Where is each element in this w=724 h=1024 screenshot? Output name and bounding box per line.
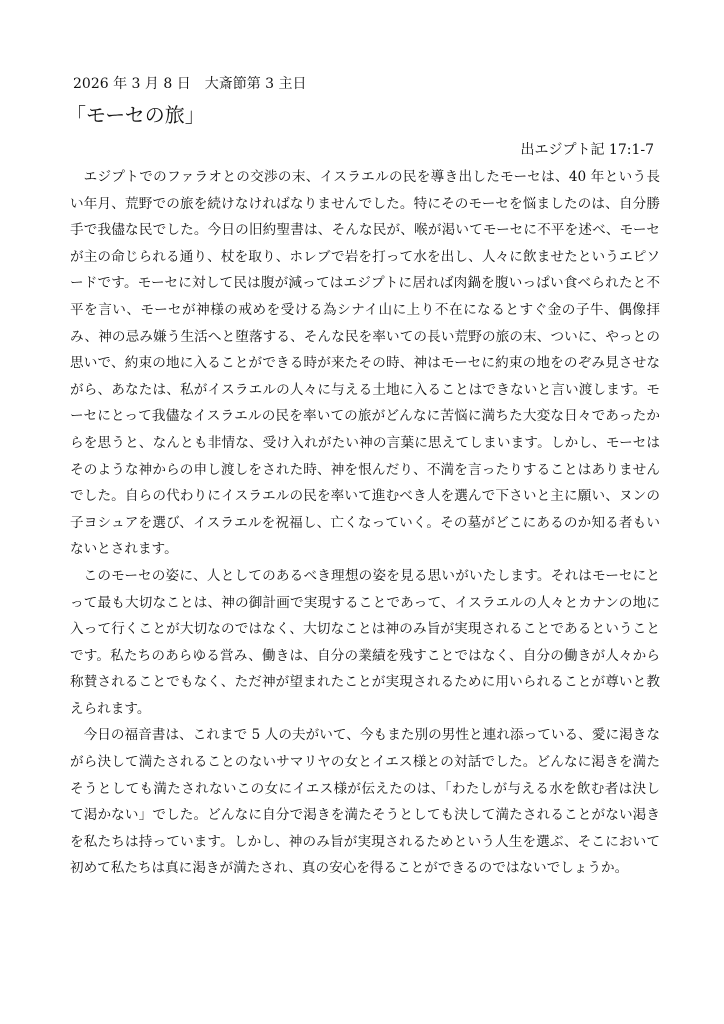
sermon-title: 「モーセの旅」 [66,103,205,127]
sermon-body [70,164,660,882]
date-line: 2026 年 3 月 8 日 大斎節第 3 主日 [73,76,307,92]
paragraph-3: 今日の福音書は、これまで 5 人の夫がいて、今もまた別の男性と連れ添っている、愛に渇きながら決して満たされることのないサマリヤの女とイエス様との対話でした。どんなに渇きを満たそうとしても満たされないこの女にイエス様が伝えたのは、「わたしが与える水を飲む者は決して渇かない」でした。どんなに自分で渇きを満たそうとしても決して満たされることがない渇きを私たちは持っています。しかし、神のみ旨が実現されるためという人生を選ぶ、そこにおいて初めて私たちは真に渇きが満たされ、真の安心を得ることができるのではないでしょうか。 [70,727,660,877]
paragraph-1: エジプトでのファラオとの交渉の末、イスラエルの民を導き出したモーセは、40 年という長い年月、荒野での旅を続けなければなりませんでした。特にそのモーセを悩ましたのは、自分勝手で我儘な民でした。今日の旧約聖書は、そんな民が、喉が渇いてモーセに不平を述べ、モーセが主の命じられる通り、杖を取り、ホレブで岩を打って水を出し、人々に飲ませたというエピソードです。モーセに対して民は腹が減ってはエジプトに居れば肉鍋を腹いっぱい食べられたと不平を言い、モーセが神様の戒めを受ける為シナイ山に上り不在になるとすぐ金の子牛、偶像拝み、神の忌み嫌う生活へと堕落する、そんな民を率いての長い荒野の旅の末、ついに、やっとの思いで、約束の地に入ることができる時が来たその時、神はモーセに約束の地をのぞみ見させながら、あなたは、私がイスラエルの人々に与える土地に入ることはできないと言い渡します。モーセにとって我儘なイスラエルの民を率いての旅がどんなに苦悩に満ちた大変な日々であったからを思うと、なんとも非情な、受け入れがたい神の言葉に思えてしまいます。しかし、モーセはそのような神からの申し渡しをされた時、神を恨んだり、不満を言ったりすることはありませんでした。自らの代わりにイスラエルの民を率いて進むべき人を選んで下さいと主に願い、ヌンの子ヨシュアを選び、イスラエルを祝福し、亡くなっていく。その墓がどこにあるのか知る者もいないとされます。 [70,169,660,558]
scripture-reference: 出エジプト記 17:1-7 [520,142,654,158]
paragraph-2: このモーセの姿に、人としてのあるべき理想の姿を見る思いがいたします。それはモーセにとって最も大切なことは、神の御計画で実現することであって、イスラエルの人々とカナンの地に入って行くことが大切なのではなく、大切なことは神のみ旨が実現されることであるということです。私たちのあらゆる営み、働きは、自分の業績を残すことではなく、自分の働きが人々から称賛されることでもなく、ただ神が望まれたことが実現されるために用いられることが尊いと教えられます。 [70,567,660,717]
